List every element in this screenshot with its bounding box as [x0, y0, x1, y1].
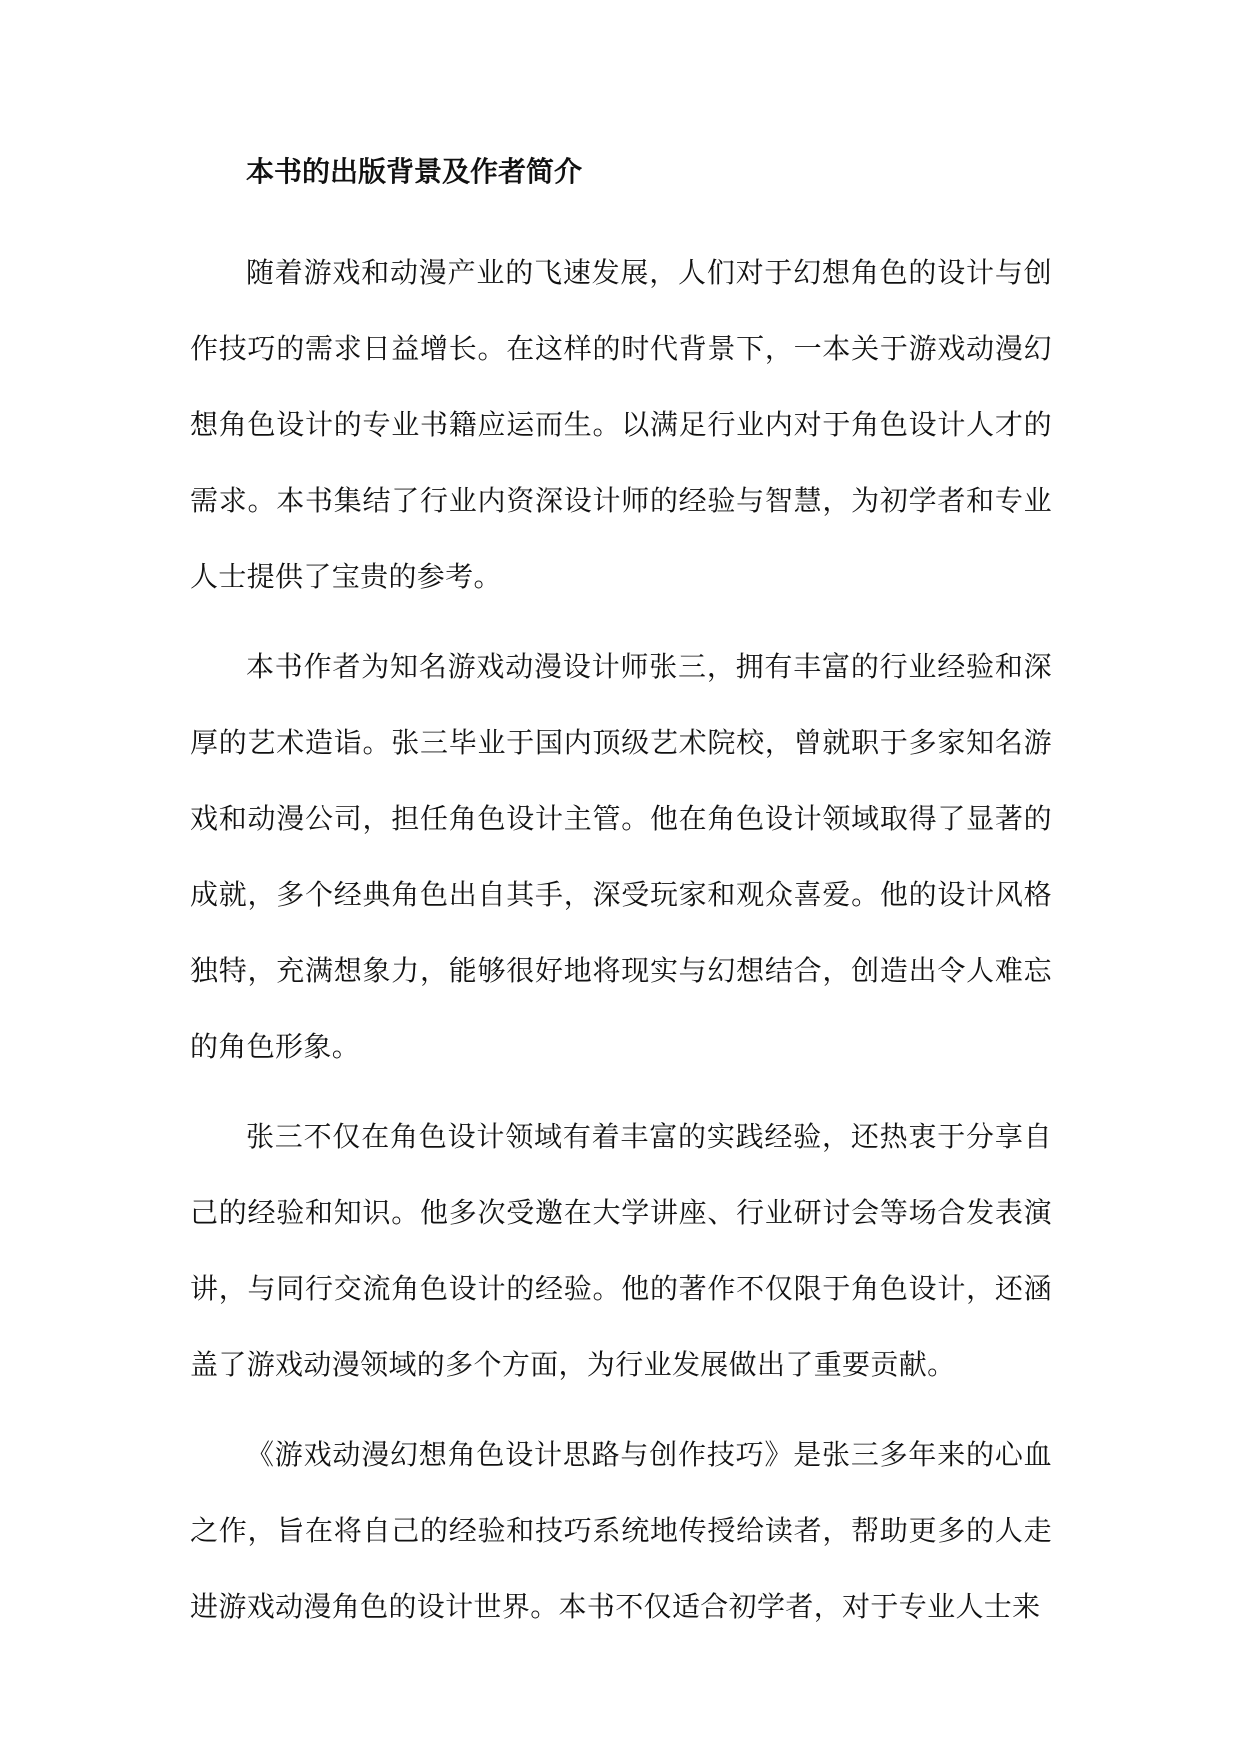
paragraph-book-purpose: 《游戏动漫幻想角色设计思路与创作技巧》是张三多年来的心血之作，旨在将自己的经验和技巧系统地传授给读者，帮助更多的人走进游戏动漫角色的设计世界。本书不仅适合初学者，对于专业人士来	[190, 1438, 1052, 1623]
paragraph-author-intro: 本书作者为知名游戏动漫设计师张三，拥有丰富的行业经验和深厚的艺术造诣。张三毕业于国内顶级艺术院校，曾就职于多家知名游戏和动漫公司，担任角色设计主管。他在角色设计领域取得了显著的成就，多个经典角色出自其手，深受玩家和观众喜爱。他的设计风格独特，充满想象力，能够很好地将现实与幻想结合，创造出令人难忘的角色形象。	[190, 650, 1052, 1063]
paragraph-background: 随着游戏和动漫产业的飞速发展，人们对于幻想角色的设计与创作技巧的需求日益增长。在这样的时代背景下，一本关于游戏动漫幻想角色设计的专业书籍应运而生。以满足行业内对于角色设计人才的需求。本书集结了行业内资深设计师的经验与智慧，为初学者和专业人士提供了宝贵的参考。	[190, 256, 1052, 593]
document-body	[190, 145, 1052, 1645]
paragraph-author-sharing: 张三不仅在角色设计领域有着丰富的实践经验，还热衷于分享自己的经验和知识。他多次受邀在大学讲座、行业研讨会等场合发表演讲，与同行交流角色设计的经验。他的著作不仅限于角色设计，还涵盖了游戏动漫领域的多个方面，为行业发展做出了重要贡献。	[190, 1120, 1052, 1381]
section-heading: 本书的出版背景及作者简介	[246, 155, 583, 188]
